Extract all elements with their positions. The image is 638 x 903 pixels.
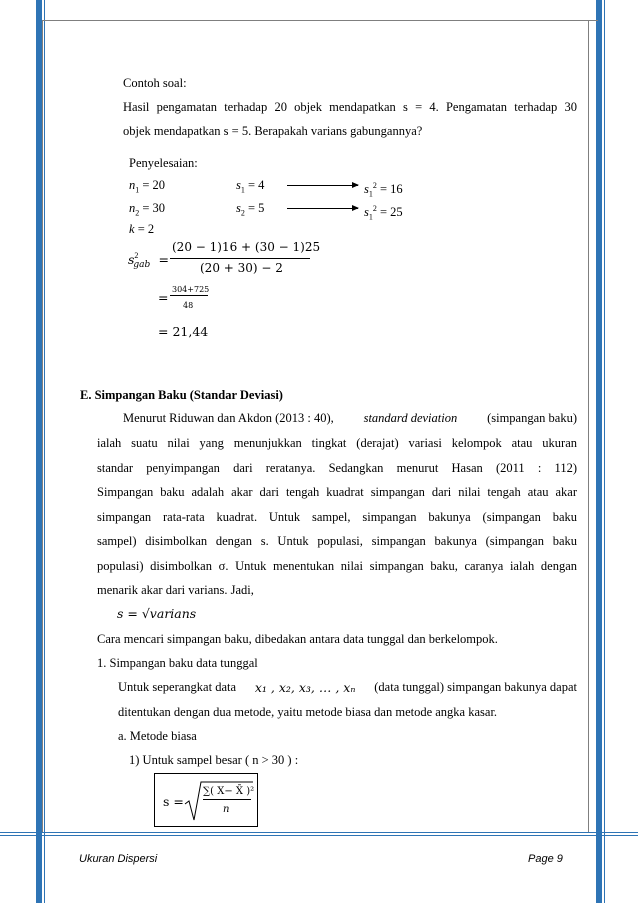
p1-l1-term: standard deviation [363, 411, 458, 425]
section-e-title: E. Simpangan Baku (Standar Deviasi) [80, 388, 283, 402]
formula-denominator: (20 + 30) − 2 [200, 261, 283, 275]
item1-l1-part-c: (data tunggal) simpangan bakunya dapat [374, 680, 577, 694]
formula-numerator: (20 − 1)16 + (30 − 1)25 [172, 240, 321, 254]
formula-box [154, 773, 258, 827]
s2-squared-row: $s_1^2 = 25$ [364, 204, 403, 222]
p1-l1-part-a: Menurut Riduwan dan Akdon (2013 : 40), [123, 411, 334, 425]
footer-divider [0, 832, 638, 833]
content-border-left [42, 20, 43, 832]
page-border-right-thin [604, 0, 605, 903]
example-line-1: Hasil pengamatan terhadap 20 objek mendapatkan s = 4. Pengamatan terhadap 30 [123, 100, 577, 114]
paragraph-1-line-4: Simpangan baku adalah akar dari tengah kuadrat simpangan dari nilai tengah atau akar [97, 485, 577, 499]
n2-value: = 30 [142, 201, 166, 215]
result-value: = 21,44 [158, 324, 209, 339]
list-item-a: a. Metode biasa [118, 729, 197, 743]
s2-value: = 5 [248, 201, 265, 215]
paragraph-1-line-7: populasi) disimbolkan σ. Untuk menentukan nilai simpangan baku, caranya ialah dengan [97, 559, 577, 573]
content-border-top [42, 20, 598, 21]
p1-l1-part-c: (simpangan baku) [487, 411, 577, 425]
step2-numerator: 304+725 [172, 285, 210, 294]
box-formula-denominator: n [223, 804, 230, 815]
box-fraction-bar [203, 799, 251, 800]
sd-formula: s = √varians [117, 606, 197, 621]
paragraph-1-line-5: simpangan rata-rata kuadrat. Untuk sampel, simpangan bakunya (simpangan baku [97, 510, 577, 524]
page-border-left-thin [44, 0, 45, 903]
fraction-bar [170, 258, 310, 259]
paragraph-1-line-1 [123, 411, 577, 426]
s1-squared-row: $s_1^2 = 16$ [364, 181, 403, 199]
s2-squared-value: = 25 [380, 205, 403, 220]
page-border-right [596, 0, 602, 903]
box-formula-numerator: ∑( X− X̄ )² [203, 786, 255, 797]
paragraph-2: Cara mencari simpangan baku, dibedakan antara data tunggal dan berkelompok. [97, 632, 498, 646]
paragraph-1-line-6: sampel) disimbolkan dengan s. Untuk populasi, simpangan bakunya (simpangan baku [97, 534, 577, 548]
k-row: k = 2 [129, 222, 155, 236]
sqrt-icon [155, 774, 257, 826]
paragraph-1-line-3: standar penyimpangan dari reratanya. Sedangkan menurut Hasan (2011 : 112) [97, 461, 577, 475]
example-line-2: objek mendapatkan s = 5. Berapakah varians gabungannya? [123, 124, 423, 138]
item1-line-2: ditentukan dengan dua metode, yaitu metode biasa dan metode angka kasar. [118, 705, 498, 719]
s2-row: $s_2 = 5$ [236, 201, 265, 218]
fraction-bar-small [170, 295, 208, 296]
equals-sign: = [158, 290, 169, 305]
list-item-1a: 1) Untuk sampel besar ( n > 30 ) : [129, 753, 299, 767]
data-set-notation: x₁ , x₂, x₃, … , xₙ [254, 680, 356, 695]
s1-squared-value: = 16 [380, 182, 403, 197]
item1-l1-part-a: Untuk seperangkat data [118, 680, 237, 694]
list-item-1: 1. Simpangan baku data tunggal [97, 656, 258, 670]
n1-row: $n_1 = 20$ [129, 178, 166, 195]
arrow-icon [287, 208, 358, 209]
s1-value: = 4 [248, 178, 265, 192]
content-border-right [588, 20, 589, 832]
item1-line-1 [118, 680, 577, 695]
n2-row: $n_2 = 30$ [129, 201, 166, 218]
s1-row: $s_1 = 4$ [236, 178, 265, 195]
example-heading: Contoh soal: [123, 76, 187, 90]
step2-denominator: 48 [183, 301, 194, 310]
n1-value: = 20 [142, 178, 166, 192]
paragraph-1-line-2: ialah suatu nilai yang menunjukkan tingkat (derajat) variasi kelompok atau ukuran [97, 436, 577, 450]
footer-divider-2 [0, 835, 638, 836]
arrow-icon [287, 185, 358, 186]
footer-title: Ukuran Dispersi [79, 853, 158, 865]
page-number: Page 9 [528, 853, 563, 865]
solution-heading: Penyelesaian: [129, 156, 198, 170]
box-formula-lhs: s = [163, 794, 184, 809]
paragraph-1-line-8: menarik akar dari varians. Jadi, [97, 583, 254, 597]
k-value: = 2 [137, 222, 155, 236]
s-gab-symbol: $s^2_{gab}$ = [128, 251, 169, 270]
